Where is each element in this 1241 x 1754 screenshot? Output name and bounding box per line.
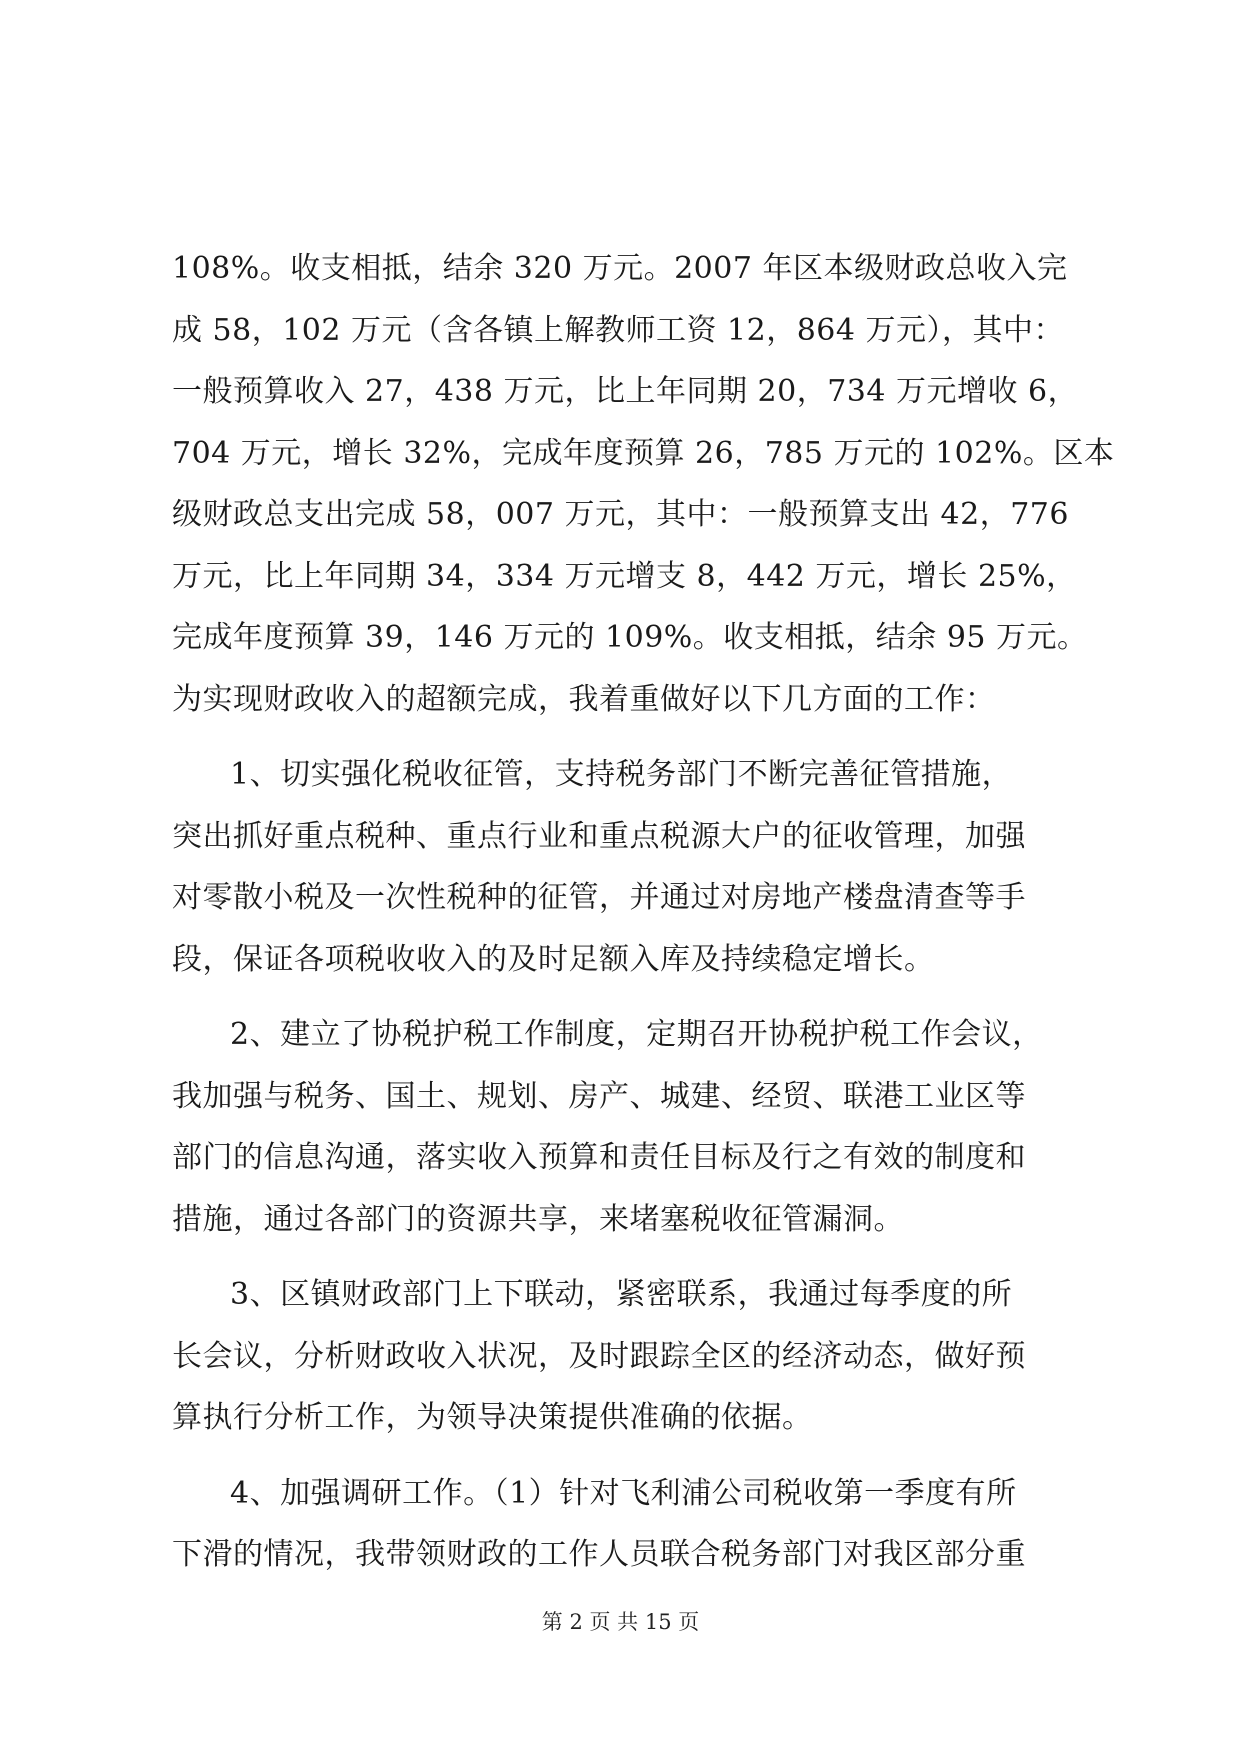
paragraph-4-start: 4、加强调研工作。（1）针对飞利浦公司税收第一季度有所	[230, 1475, 1017, 1511]
document-body	[172, 238, 1115, 1586]
text-line: 措施，通过各部门的资源共享，来堵塞税收征管漏洞。	[172, 1201, 904, 1237]
text-line: 一般预算收入 27，438 万元，比上年同期 20，734 万元增收 6，	[172, 374, 1079, 409]
text-line: 万元，比上年同期 34，334 万元增支 8，442 万元，增长 25%，	[172, 558, 1077, 594]
text-line: 完成年度预算 39，146 万元的 109%。收支相抵，结余 95 万元。	[172, 620, 1088, 655]
text-line: 长会议，分析财政收入状况，及时跟踪全区的经济动态，做好预	[172, 1338, 1026, 1374]
paragraph-2-start: 2、建立了协税护税工作制度，定期召开协税护税工作会议，	[230, 1017, 1043, 1052]
page-number-footer: 第 2 页 共 15 页	[541, 1610, 700, 1634]
text-line: 突出抓好重点税种、重点行业和重点税源大户的征收管理，加强	[172, 818, 1026, 854]
text-line: 级财政总支出完成 58，007 万元，其中：一般预算支出 42，776	[172, 497, 1069, 532]
text-line: 成 58，102 万元（含各镇上解教师工资 12，864 万元），其中：	[172, 312, 1065, 348]
text-line: 我加强与税务、国土、规划、房产、城建、经贸、联港工业区等	[172, 1078, 1026, 1114]
text-line: 为实现财政收入的超额完成，我着重做好以下几方面的工作：	[172, 681, 996, 717]
text-line: 108%。收支相抵，结余 320 万元。2007 年区本级财政总收入完	[172, 251, 1068, 286]
paragraph-1-start: 1、切实强化税收征管，支持税务部门不断完善征管措施，	[230, 757, 1013, 792]
paragraph-3-start: 3、区镇财政部门上下联动，紧密联系，我通过每季度的所	[230, 1277, 1013, 1312]
text-line: 算执行分析工作，为领导决策提供准确的依据。	[172, 1400, 813, 1435]
text-line: 对零散小税及一次性税种的征管，并通过对房地产楼盘清查等手	[172, 880, 1026, 915]
text-line: 部门的信息沟通，落实收入预算和责任目标及行之有效的制度和	[172, 1140, 1026, 1175]
text-line: 704 万元，增长 32%，完成年度预算 26，785 万元的 102%。区本	[172, 435, 1115, 471]
text-line: 下滑的情况，我带领财政的工作人员联合税务部门对我区部分重	[172, 1537, 1026, 1572]
text-line: 段，保证各项税收收入的及时足额入库及持续稳定增长。	[172, 941, 935, 977]
